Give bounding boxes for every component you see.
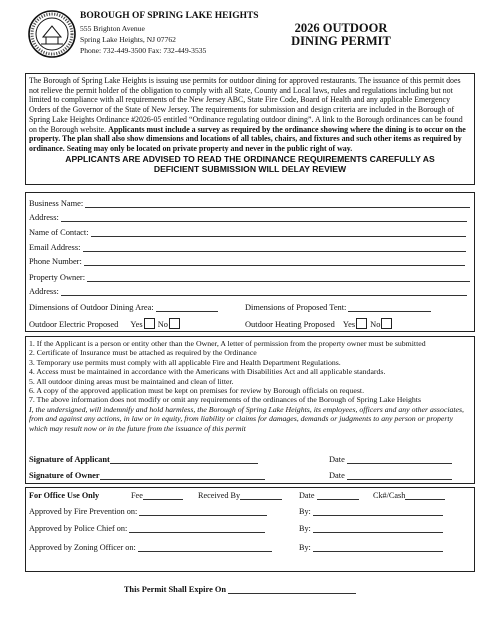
expiration-input[interactable] bbox=[228, 585, 356, 594]
office-date-input[interactable] bbox=[317, 491, 359, 500]
email-label: Email Address: bbox=[29, 243, 81, 252]
title-line-1: 2026 OUTDOOR bbox=[294, 21, 388, 35]
electric-label: Outdoor Electric Proposed bbox=[29, 320, 119, 329]
borough-seal-icon bbox=[28, 10, 76, 58]
owner-address-label: Address: bbox=[29, 287, 59, 296]
heating-yes-checkbox[interactable] bbox=[356, 318, 367, 329]
phone-input[interactable] bbox=[84, 257, 465, 266]
owner-signature-label: Signature of Owner bbox=[29, 471, 100, 480]
fire-approval-input[interactable] bbox=[139, 507, 267, 516]
heating-yes-label: Yes bbox=[342, 320, 356, 329]
office-use-box bbox=[25, 487, 475, 572]
received-by-label: Received By bbox=[198, 491, 241, 500]
terms-box bbox=[25, 336, 475, 484]
owner-signature-input[interactable] bbox=[100, 471, 265, 480]
email-input[interactable] bbox=[83, 243, 466, 252]
intro-text: The Borough of Spring Lake Heights is issuing use permits for outdoor dining for approved restaurants. The issuance of this permit does not relieve the permit holder of the obligation to comply with all State, County and Local laws, rules and regulations including but not limited to compliance with all requirements of the New Jersey ABC, State Fire Code, Board of Health and any applicable Emergency Orders of the Governor of the State of New Jersey. The requirements for submission and design criteria are included in the Borough of Spring Lake Heights Ordinance #2026-05 entitled “Ordinance regulating outdoor dining”. A link to the Borough ordinances can be found on the Borough website. bbox=[29, 76, 463, 134]
term-2: 2. Certificate of Insurance must be attached as required by the Ordinance bbox=[29, 348, 257, 358]
owner-input[interactable] bbox=[87, 273, 470, 282]
term-4: 4. Access must be maintained in accordance with the Americans with Disabilities Act and all applicable standards. bbox=[29, 367, 386, 377]
owner-date-label: Date bbox=[329, 471, 345, 480]
fire-approval-label: Approved by Fire Prevention on: bbox=[29, 507, 138, 516]
warning-text bbox=[29, 154, 471, 174]
tent-input[interactable] bbox=[348, 303, 431, 312]
applicant-fields-box bbox=[25, 192, 475, 332]
heating-no-checkbox[interactable] bbox=[381, 318, 392, 329]
indemnity-text: I, the undersigned, will indemnify and hold harmless, the Borough of Spring Lake Heights, its employees, officers and any other associates, from and against any actions, in law or in equity, from liability or claims for damages, demands or judgments to any person or property which may result now or in the future from the issuance of this permit bbox=[29, 404, 464, 433]
check-cash-input[interactable] bbox=[405, 491, 445, 500]
police-approval-input[interactable] bbox=[129, 524, 265, 533]
zoning-by-label: By: bbox=[299, 543, 311, 552]
fee-label: Fee bbox=[131, 491, 143, 500]
term-5: 5. All outdoor dining areas must be maintained and clean of litter. bbox=[29, 376, 234, 386]
dining-area-label: Dimensions of Outdoor Dining Area: bbox=[29, 303, 154, 312]
zoning-approval-input[interactable] bbox=[138, 543, 272, 552]
owner-label: Property Owner: bbox=[29, 273, 86, 282]
electric-no-label: No bbox=[157, 320, 168, 329]
applicant-signature-input[interactable] bbox=[110, 455, 258, 464]
warning-line-1: APPLICANTS ARE ADVISED TO READ THE ORDINANCE REQUIREMENTS CAREFULLY AS bbox=[65, 153, 435, 164]
term-3: 3. Temporary use permits must comply with all applicable Fire and Health Department Regulations. bbox=[29, 357, 341, 367]
term-7: 7. The above information does not modify or omit any requirements of the ordinances of the Borough of Spring Lake Heights bbox=[29, 395, 421, 405]
fire-by-label: By: bbox=[299, 507, 311, 516]
heating-no-label: No bbox=[370, 320, 381, 329]
heating-label: Outdoor Heating Proposed bbox=[245, 320, 335, 329]
tent-label: Dimensions of Proposed Tent: bbox=[245, 303, 347, 312]
business-name-label: Business Name: bbox=[29, 199, 84, 208]
owner-date-input[interactable] bbox=[347, 471, 452, 480]
phone-label: Phone Number: bbox=[29, 257, 82, 266]
fire-by-input[interactable] bbox=[313, 507, 443, 516]
page-title bbox=[266, 22, 416, 48]
police-by-input[interactable] bbox=[313, 524, 443, 533]
expiration-label: This Permit Shall Expire On bbox=[123, 585, 227, 594]
zoning-approval-label: Approved by Zoning Officer on: bbox=[29, 543, 136, 552]
intro-survey-text: Applicants must include a survey as required by the ordinance showing where the dining is to occur on the property. The plan shall also show dimensions and locations of all tables, chairs, and fixtures and such other items as required by ordinance. Seating may only be located on private property and never in the public right of way. bbox=[29, 124, 466, 153]
contact-label: Name of Contact: bbox=[29, 228, 89, 237]
intro-box bbox=[25, 73, 475, 185]
applicant-signature-label: Signature of Applicant bbox=[29, 455, 110, 464]
electric-yes-label: Yes bbox=[130, 320, 143, 329]
applicant-date-label: Date bbox=[329, 455, 345, 464]
office-use-label: For Office Use Only bbox=[29, 491, 100, 500]
title-line-2: DINING PERMIT bbox=[291, 34, 391, 48]
org-name: BOROUGH OF SPRING LAKE HEIGHTS bbox=[80, 11, 259, 21]
fee-input[interactable] bbox=[143, 491, 183, 500]
electric-no-checkbox[interactable] bbox=[169, 318, 180, 329]
address-label: Address: bbox=[29, 213, 59, 222]
org-address-2: Spring Lake Heights, NJ 07762 bbox=[80, 35, 176, 44]
org-phone: Phone: 732-449-3500 Fax: 732-449-3535 bbox=[80, 46, 207, 55]
warning-line-2: DEFICIENT SUBMISSION WILL DELAY REVIEW bbox=[153, 163, 347, 174]
business-name-input[interactable] bbox=[85, 199, 470, 208]
police-by-label: By: bbox=[299, 524, 311, 533]
dining-area-input[interactable] bbox=[156, 303, 218, 312]
check-cash-label: Ck#/Cash bbox=[373, 491, 406, 500]
owner-address-input[interactable] bbox=[61, 287, 467, 296]
zoning-by-input[interactable] bbox=[313, 543, 443, 552]
contact-input[interactable] bbox=[91, 228, 466, 237]
term-6: 6. A copy of the approved application must be kept on premises for review by Borough officials on request. bbox=[29, 386, 365, 396]
office-date-label: Date bbox=[299, 491, 315, 500]
term-1: 1. If the Applicant is a person or entity other than the Owner, A letter of permission from the property owner must be submitted bbox=[29, 339, 426, 348]
org-address-1: 555 Brighton Avenue bbox=[80, 24, 145, 33]
electric-yes-checkbox[interactable] bbox=[144, 318, 155, 329]
applicant-date-input[interactable] bbox=[347, 455, 452, 464]
received-by-input[interactable] bbox=[240, 491, 282, 500]
address-input[interactable] bbox=[61, 213, 467, 222]
expiration-row bbox=[0, 585, 480, 594]
police-approval-label: Approved by Police Chief on: bbox=[29, 524, 128, 533]
